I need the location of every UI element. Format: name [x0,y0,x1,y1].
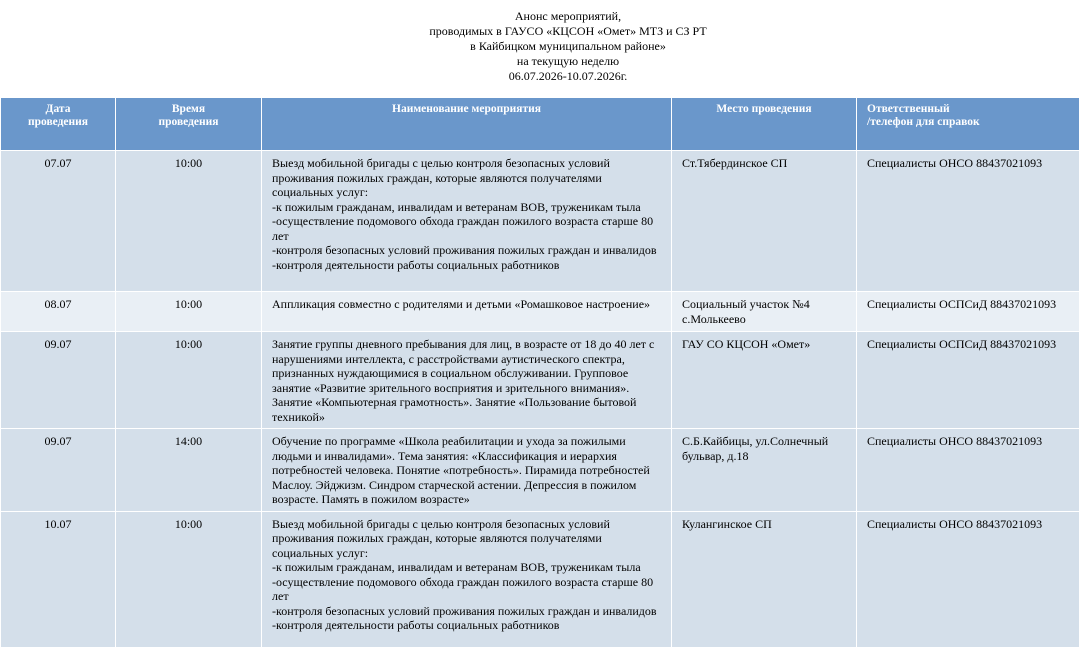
event-date: 09.07 [1,429,116,512]
event-time: 10:00 [116,292,262,332]
events-table [0,97,1079,647]
table-row [1,511,1079,647]
column-header-place: Место проведения [672,98,857,151]
table-row [1,429,1079,512]
column-header-time: Время проведения [116,98,262,151]
column-header-date: Дата проведения [1,98,116,151]
event-name: Выезд мобильной бригады с целью контроля безопасных условий проживания пожилых граждан, которые являются получателями социальных услуг: -к пожилым гражданам, инвалидам и ветеранам ВОВ, труженикам тыла -осуществление подомового обхода граждан пожилого возраста старше 80 лет -контроля безопасных условий проживания пожилых граждан и инвалидов -контроля деятельности работы социальных работников [262,511,672,647]
event-place: Кулангинское СП [672,511,857,647]
document-header [0,9,1079,84]
event-name: Обучение по программе «Школа реабилитации и ухода за пожилыми людьми и инвалидами». Тема занятия: «Классификация и иерархия потребностей человека. Понятие «потребность». Пирамида потребностей Маслоу. Эйджизм. Синдром старческой астении. Депрессия в пожилом возрасте. Память в пожилом возрасте» [262,429,672,512]
event-time: 10:00 [116,151,262,292]
event-responsible: Специалисты ОСПСиД 88437021093 [857,292,1079,332]
event-time: 10:00 [116,511,262,647]
event-responsible: Специалисты ОНСО 88437021093 [857,151,1079,292]
event-date: 08.07 [1,292,116,332]
event-responsible: Специалисты ОНСО 88437021093 [857,429,1079,512]
event-place: ГАУ СО КЦСОН «Омет» [672,332,857,429]
event-time: 14:00 [116,429,262,512]
column-header-responsible: Ответственный /телефон для справок [857,98,1079,151]
event-name: Аппликация совместно с родителями и детьми «Ромашковое настроение» [262,292,672,332]
event-place: Ст.Тябердинское СП [672,151,857,292]
header-date-range: 06.07.2026-10.07.2026г. [508,69,628,83]
event-name: Выезд мобильной бригады с целью контроля безопасных условий проживания пожилых граждан, которые являются получателями социальных услуг: -к пожилым гражданам, инвалидам и ветеранам ВОВ, труженикам тыла -осуществление подомового обхода граждан пожилого возраста старше 80 лет -контроля безопасных условий проживания пожилых граждан и инвалидов -контроля деятельности работы социальных работников [262,151,672,292]
event-date: 10.07 [1,511,116,647]
table-row [1,151,1079,292]
event-place: С.Б.Кайбицы, ул.Солнечный бульвар, д.18 [672,429,857,512]
event-place: Социальный участок №4 с.Молькеево [672,292,857,332]
column-header-name: Наименование мероприятия [262,98,672,151]
event-responsible: Специалисты ОСПСиД 88437021093 [857,332,1079,429]
header-line-2: проводимых в ГАУСО «КЦСОН «Омет» МТЗ и СЗ РТ [429,24,707,38]
event-date: 09.07 [1,332,116,429]
event-time: 10:00 [116,332,262,429]
event-responsible: Специалисты ОНСО 88437021093 [857,511,1079,647]
header-line-3: в Кайбицком муниципальном районе» [470,39,666,53]
table-header-row [1,98,1079,151]
table-row [1,332,1079,429]
event-name: Занятие группы дневного пребывания для лиц, в возрасте от 18 до 40 лет с нарушениями интеллекта, с расстройствами аутистического спектра, признанных нуждающимися в социальном обслуживании. Групповое занятие «Развитие зрительного восприятия и зрительного внимания». Занятие «Компьютерная грамотность». Занятие «Пользование бытовой техникой» [262,332,672,429]
header-line-4: на текущую неделю [516,54,620,68]
event-date: 07.07 [1,151,116,292]
header-line-1: Анонс мероприятий, [514,9,622,23]
table-row [1,292,1079,332]
